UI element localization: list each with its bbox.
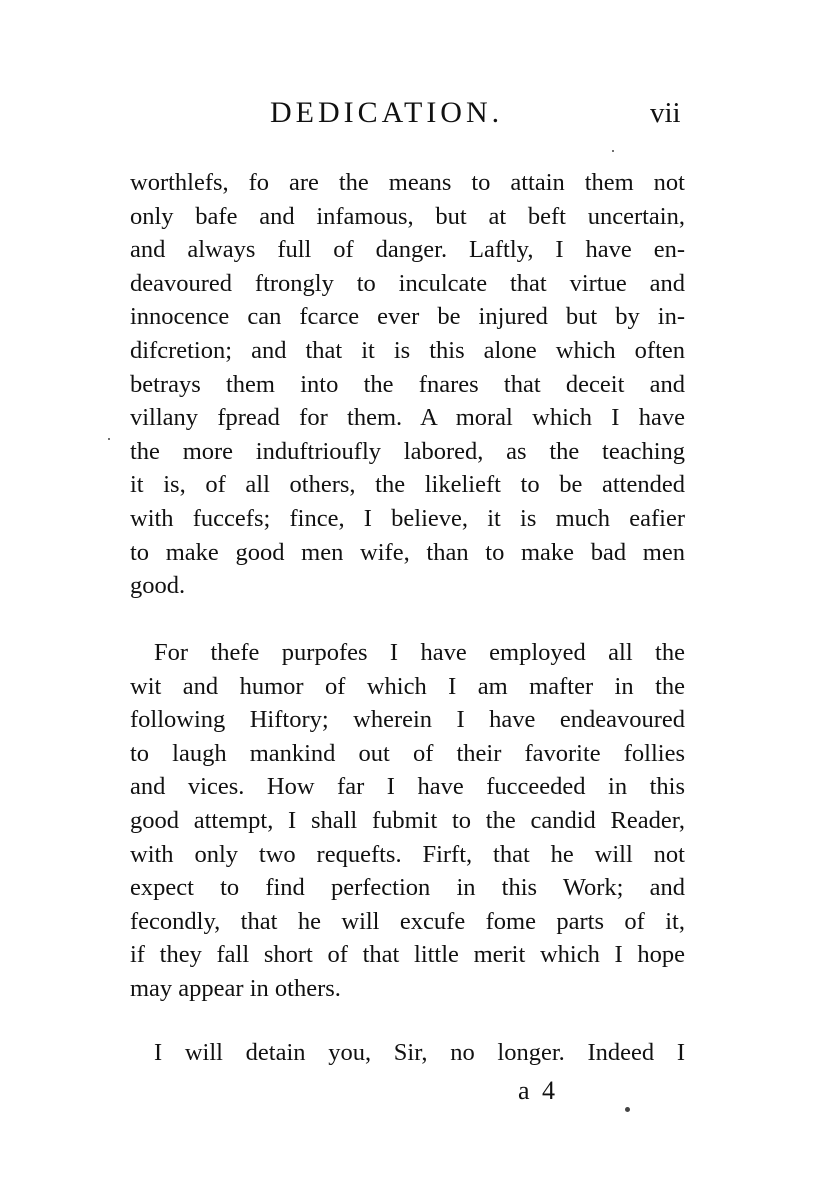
paragraph-1 <box>130 166 685 603</box>
text-line: with only two requefts. Firft, that he will not <box>130 840 685 868</box>
text-line: it is, of all others, the likelieft to be attended <box>130 471 685 499</box>
text-line: fecondly, that he will excufe fome parts of it, <box>130 907 685 935</box>
text-line: and vices. How far I have fucceeded in this <box>130 773 685 801</box>
text-line: villany fpread for them. A moral which I have <box>130 404 685 432</box>
text-line: only bafe and infamous, but at beft uncertain, <box>130 202 685 230</box>
ink-speck <box>625 1107 630 1112</box>
text-line: good attempt, I shall fubmit to the candid Reader, <box>130 806 685 834</box>
text-line: deavoured ftrongly to inculcate that virtue and <box>130 269 685 297</box>
text-line: betrays them into the fnares that deceit and <box>130 370 685 398</box>
text-line: difcretion; and that it is this alone which often <box>130 336 685 364</box>
text-line: may appear in others. <box>130 974 341 1002</box>
text-line: I will detain you, Sir, no longer. Indeed I <box>154 1039 685 1066</box>
text-line: good. <box>130 572 186 600</box>
ink-speck <box>108 438 110 440</box>
text-line: and always full of danger. Laftly, I have en- <box>130 236 685 264</box>
text-line: to make good men wife, than to make bad men <box>130 538 685 566</box>
paragraph-3 <box>130 1036 685 1070</box>
signature-mark: a 4 <box>518 1076 559 1105</box>
paragraph-2 <box>130 636 685 1006</box>
text-line: following Hiftory; wherein I have endeavoured <box>130 706 685 734</box>
ink-speck <box>612 150 614 152</box>
text-line: the more induftrioufly labored, as the teaching <box>130 437 685 465</box>
text-line: wit and humor of which I am mafter in the <box>130 672 685 700</box>
text-line: For thefe purpofes I have employed all the <box>154 639 685 666</box>
text-line: with fuccefs; fince, I believe, it is much eafier <box>130 504 685 532</box>
running-head-title: DEDICATION. <box>270 96 504 129</box>
text-line: to laugh mankind out of their favorite follies <box>130 739 685 767</box>
text-line: if they fall short of that little merit which I hope <box>130 941 685 969</box>
text-line: worthlefs, fo are the means to attain them not <box>130 169 685 196</box>
text-line: innocence can fcarce ever be injured but by in- <box>130 303 685 331</box>
text-line: expect to find perfection in this Work; and <box>130 874 685 902</box>
page-number: vii <box>650 97 681 129</box>
